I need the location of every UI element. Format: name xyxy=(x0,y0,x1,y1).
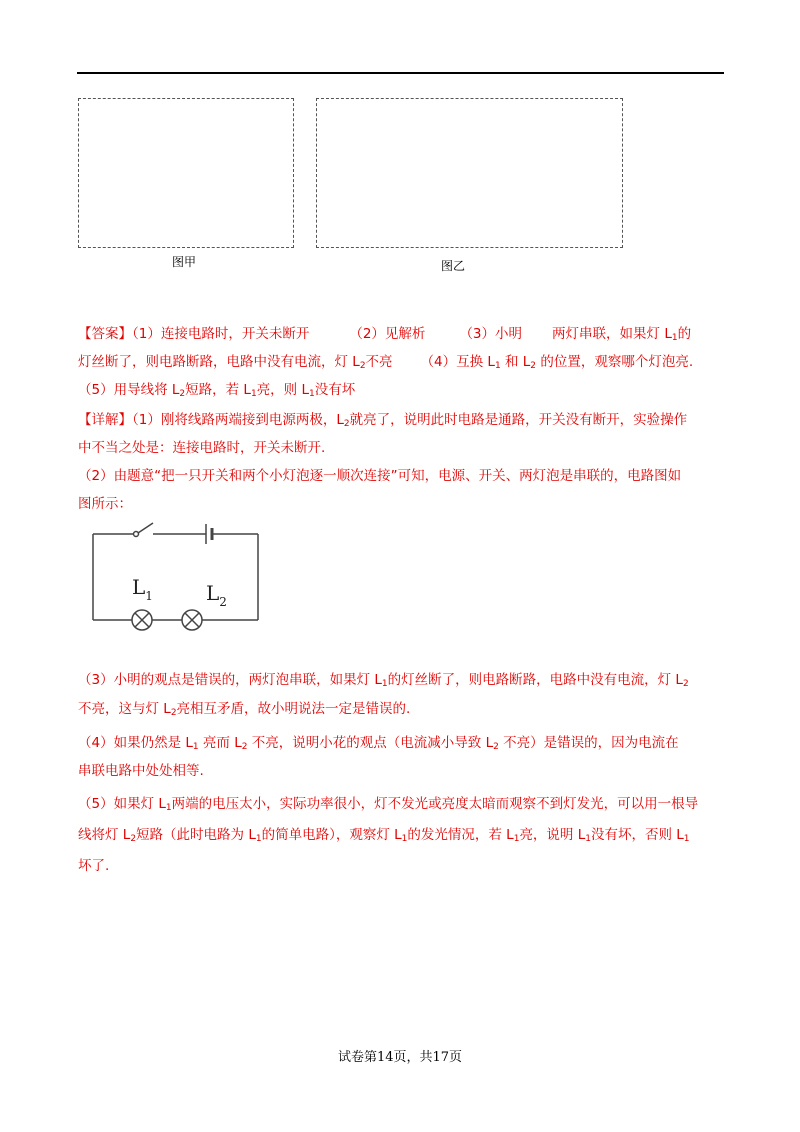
answer-tag: 【答案】 xyxy=(78,326,132,342)
detail-p5-line-2: 线将灯 $L_2$短路（此时电路为 $L_1$的简单电路），观察灯 $L_1$的发光情况，若 $L_1$亮，说明 $L_1$没有坏，否则 $L_1$ xyxy=(78,827,690,844)
lamp-l1-label: $L_1$ xyxy=(132,575,153,603)
page-footer: 试卷第14页，共17页 xyxy=(337,1050,463,1065)
figure-jia-caption: 图甲 xyxy=(172,255,197,269)
detail-line-3: （2）由题意“把一只开关和两个小灯泡逐一顺次连接”可知，电源、开关、两灯泡是串联的，电路图如 xyxy=(78,468,682,484)
figure-jia-placeholder xyxy=(78,98,294,248)
detail-p4-line-1: （4）如果仍然是 $L_1$ 亮而 $L_2$ 不亮，说明小花的观点（电流减小导致 $L_2$ 不亮）是错误的，因为电流在 xyxy=(78,735,679,752)
series-circuit-diagram xyxy=(78,514,268,634)
detail-tag: 【详解】 xyxy=(78,412,132,428)
detail-p5-line-3: 坏了. xyxy=(78,858,110,874)
figure-yi-caption: 图乙 xyxy=(441,259,466,273)
detail-line-4: 图所示： xyxy=(78,496,132,512)
switch-blade xyxy=(138,523,153,533)
header-rule xyxy=(77,72,724,74)
detail-p5-line-1: （5）如果灯 $L_1$两端的电压太小，实际功率很小，灯不发光或亮度太暗而观察不到灯发光，可以用一根导 xyxy=(78,796,699,813)
lamp-l2-label: $L_2$ xyxy=(206,581,227,609)
answer-line-3: （5）用导线将 $L_2$短路，若 $L_1$亮，则 $L_1$没有坏 xyxy=(78,382,356,399)
answer-line-1: 【答案】（1）连接电路时，开关未断开 （2）见解析 （3）小明 两灯串联，如果灯 $L_1$的 xyxy=(78,326,692,343)
switch-pivot xyxy=(134,532,139,537)
detail-p4-line-2: 串联电路中处处相等. xyxy=(78,763,204,779)
detail-line-1: 【详解】（1）刚将线路两端接到电源两极，$L_2$就亮了，说明此时电路是通路，开关没有断开，实验操作 xyxy=(78,412,688,429)
figure-yi-placeholder xyxy=(316,98,623,248)
answer-line-2: 灯丝断了，则电路断路，电路中没有电流，灯 $L_2$不亮 （4）互换 $L_1$ 和 $L_2$ 的位置，观察哪个灯泡亮. xyxy=(78,354,694,371)
detail-p3-line-2: 不亮，这与灯 $L_2$亮相互矛盾，故小明说法一定是错误的. xyxy=(78,701,411,718)
detail-p3-line-1: （3）小明的观点是错误的，两灯泡串联，如果灯 $L_1$的灯丝断了，则电路断路，电路中没有电流，灯 $L_2$ xyxy=(78,672,689,689)
detail-line-2: 中不当之处是：连接电路时，开关未断开. xyxy=(78,440,326,456)
